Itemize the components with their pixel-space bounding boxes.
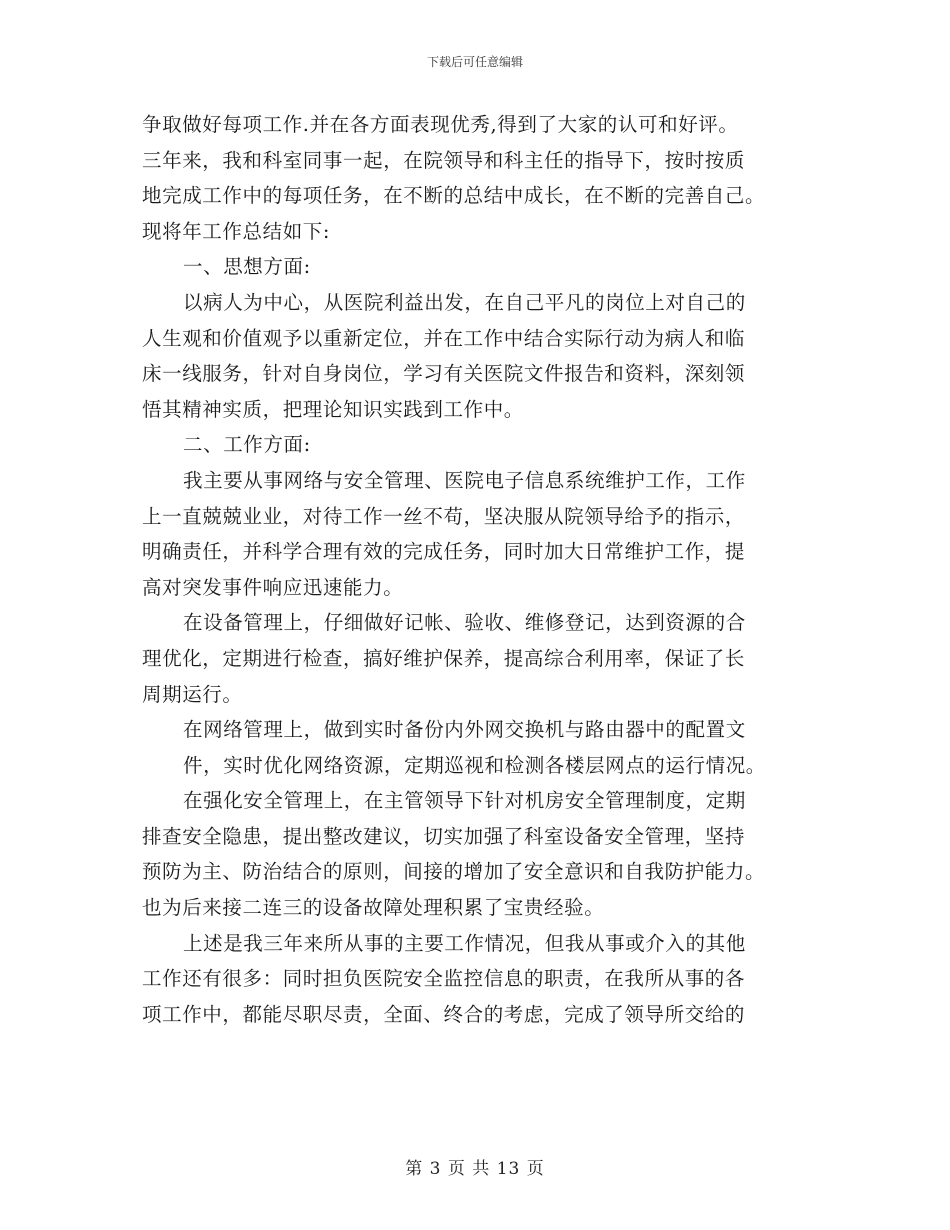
text-line: 人生观和价值观予以重新定位，并在工作中结合实际行动为病人和临 xyxy=(142,326,746,350)
text-line: 预防为主、防治结合的原则，间接的增加了安全意识和自我防护能力。 xyxy=(142,860,766,884)
text-line: 上一直兢兢业业，对待工作一丝不苟，坚决服从院领导给予的指示， xyxy=(142,504,746,528)
document-body xyxy=(142,107,814,1032)
text-line: 在网络管理上，做到实时备份内外网交换机与路由器中的配置文 xyxy=(183,718,746,742)
text-line: 一、思想方面: xyxy=(183,255,311,279)
text-line: 也为后来接二连三的设备故障处理积累了宝贵经验。 xyxy=(142,896,605,920)
text-line: 件，实时优化网络资源，定期巡视和检测各楼层网点的运行情况。 xyxy=(183,753,766,777)
text-line: 工作还有很多：同时担负医院安全监控信息的职责，在我所从事的各 xyxy=(142,967,746,991)
text-line: 床一线服务，针对自身岗位，学习有关医院文件报告和资料，深刻领 xyxy=(142,362,746,386)
text-line: 地完成工作中的每项任务，在不断的总结中成长，在不断的完善自己。 xyxy=(142,184,766,208)
text-line: 现将年工作总结如下: xyxy=(142,219,331,243)
text-line: 悟其精神实质，把理论知识实践到工作中。 xyxy=(142,397,524,421)
text-line: 三年来，我和科室同事一起，在院领导和科主任的指导下，按时按质 xyxy=(142,148,746,172)
text-line: 在设备管理上，仔细做好记帐、验收、维修登记，达到资源的合 xyxy=(183,611,746,635)
page-header-note: 下载后可任意编辑 xyxy=(426,55,523,69)
text-line: 以病人为中心，从医院利益出发，在自己平凡的岗位上对自己的 xyxy=(183,290,746,314)
text-line: 高对突发事件响应迅速能力。 xyxy=(142,575,404,599)
text-line: 排查安全隐患，提出整改建议，切实加强了科室设备安全管理，坚持 xyxy=(142,824,746,848)
text-line: 明确责任，并科学合理有效的完成任务，同时加大日常维护工作，提 xyxy=(142,540,746,564)
text-line: 争取做好每项工作.并在各方面表现优秀,得到了大家的认可和好评。 xyxy=(142,113,739,136)
text-line: 周期运行。 xyxy=(142,682,243,706)
text-line: 在强化安全管理上，在主管领导下针对机房安全管理制度，定期 xyxy=(183,789,746,813)
text-line: 我主要从事网络与安全管理、医院电子信息系统维护工作，工作 xyxy=(183,468,746,492)
text-line: 二、工作方面: xyxy=(183,433,311,457)
text-line: 上述是我三年来所从事的主要工作情况，但我从事或介入的其他 xyxy=(183,931,746,955)
text-line: 项工作中，都能尽职尽责，全面、终合的考虑，完成了领导所交给的 xyxy=(142,1002,746,1026)
page-number: 第 3 页 共 13 页 xyxy=(405,1159,545,1179)
text-line: 理优化，定期进行检查，搞好维护保养，提高综合利用率，保证了长 xyxy=(142,646,746,670)
